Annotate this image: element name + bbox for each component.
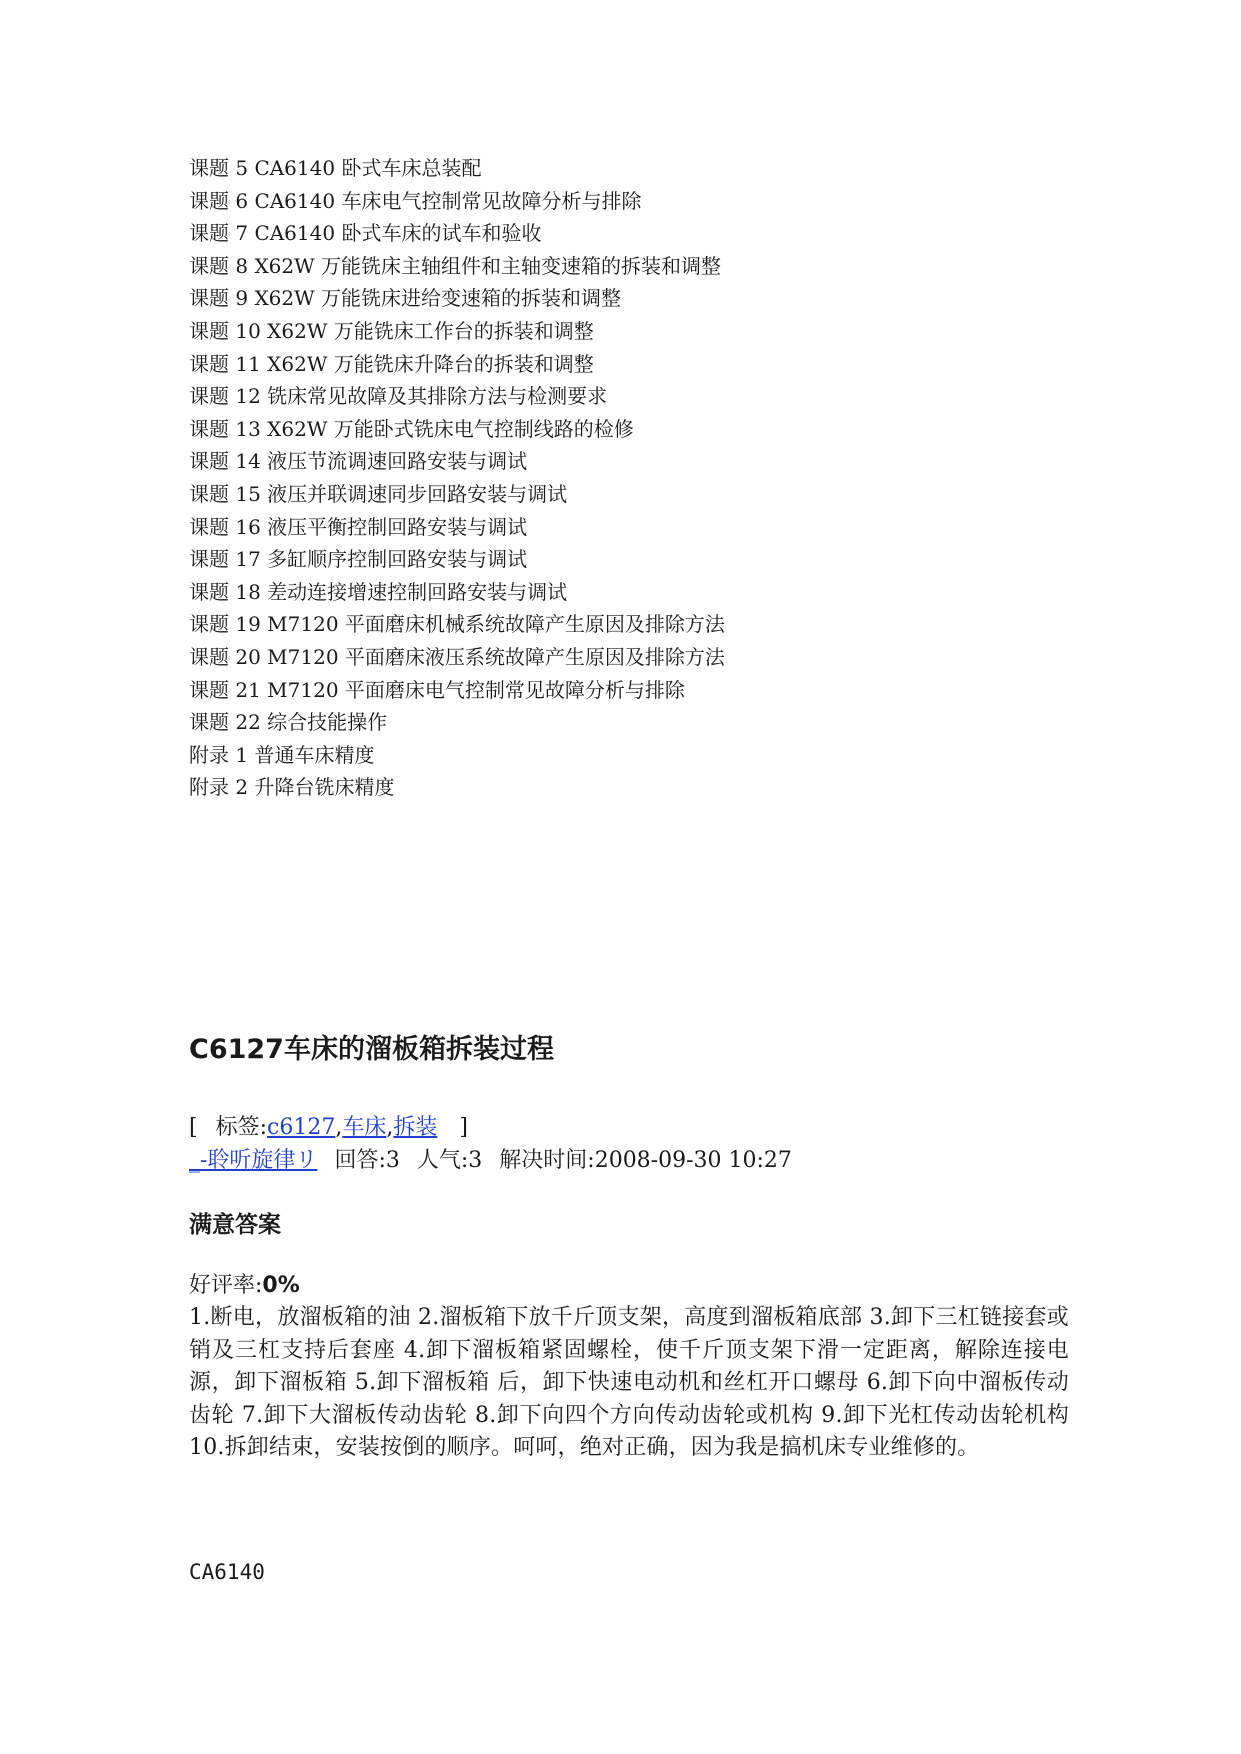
tag-separator: , (335, 1115, 343, 1140)
resolved-time: 解决时间:2008-09-30 10:27 (499, 1148, 792, 1173)
toc-item: 课题 19 M7120 平面磨床机械系统故障产生原因及排除方法 (189, 612, 725, 637)
toc-item: 课题 7 CA6140 卧式车床的试车和验收 (189, 221, 542, 246)
rating-line (189, 1270, 300, 1302)
toc-item: 课题 5 CA6140 卧式车床总装配 (189, 156, 482, 180)
toc-item: 课题 18 差动连接增速控制回路安装与调试 (189, 579, 568, 604)
tags-label: 标签: (215, 1115, 268, 1140)
toc-item: 课题 17 多缸顺序控制回路安装与调试 (189, 547, 528, 572)
tag-separator: , (386, 1115, 394, 1140)
table-of-contents (189, 152, 1089, 804)
tags-bracket-open: [ (189, 1115, 198, 1140)
toc-item: 附录 1 普通车床精度 (189, 742, 375, 767)
toc-item: 课题 21 M7120 平面磨床电气控制常见故障分析与排除 (189, 677, 685, 702)
toc-item: 课题 14 液压节流调速回路安装与调试 (189, 449, 528, 474)
question-meta (189, 1145, 792, 1177)
tags-line (189, 1112, 468, 1144)
toc-item: 课题 11 X62W 万能铣床升降台的拆装和调整 (189, 351, 594, 376)
toc-item: 课题 10 X62W 万能铣床工作台的拆装和调整 (189, 318, 594, 343)
toc-item: 附录 2 升降台铣床精度 (189, 775, 395, 800)
toc-item: 课题 6 CA6140 车床电气控制常见故障分析与排除 (189, 188, 642, 213)
toc-item: 课题 8 X62W 万能铣床主轴组件和主轴变速箱的拆装和调整 (189, 253, 722, 278)
best-answer-heading: 满意答案 (189, 1212, 281, 1238)
footer-text: CA6140 (189, 1560, 265, 1584)
rating-label: 好评率: (189, 1273, 263, 1298)
tags-bracket-close: ] (459, 1115, 468, 1140)
tag-link-disassembly[interactable]: 拆装 (393, 1115, 438, 1140)
popularity-count: 人气:3 (416, 1148, 483, 1173)
toc-item: 课题 13 X62W 万能卧式铣床电气控制线路的检修 (189, 416, 634, 441)
answer-count: 回答:3 (334, 1148, 400, 1173)
toc-item: 课题 15 液压并联调速同步回路安装与调试 (189, 481, 568, 506)
tag-link-lathe[interactable]: 车床 (342, 1115, 387, 1140)
tag-link-c6127[interactable]: c6127 (267, 1115, 336, 1140)
toc-item: 课题 9 X62W 万能铣床进给变速箱的拆装和调整 (189, 286, 622, 311)
rating-value: 0% (262, 1273, 300, 1298)
toc-item: 课题 12 铣床常见故障及其排除方法与检测要求 (189, 384, 608, 409)
answer-text: 1.断电，放溜板箱的油 2.溜板箱下放千斤顶支架，高度到溜板箱底部 3.卸下三杠链接套或销及三杠支持后套座 4.卸下溜板箱紧固螺栓，使千斤顶支架下滑一定距离，解除连接电源，卸下溜板箱 5.卸下溜板箱 后，卸下快速电动机和丝杠开口螺母 6.卸下向中溜板传动齿轮 7.卸下大溜板传动齿轮 8.卸下向四个方向传动齿轮或机构 9.卸下光杠传动齿轮机构 10.拆卸结束，安装按倒的顺序。呵呵，绝对正确，因为我是搞机床专业维修的。 (189, 1305, 1069, 1461)
toc-item: 课题 16 液压平衡控制回路安装与调试 (189, 514, 528, 539)
toc-item: 课题 22 综合技能操作 (189, 710, 388, 735)
author-link[interactable]: _-聆听旋律リ (189, 1148, 318, 1173)
toc-item: 课题 20 M7120 平面磨床液压系统故障产生原因及排除方法 (189, 644, 725, 669)
article-title: C6127车床的溜板箱拆装过程 (189, 1034, 554, 1065)
